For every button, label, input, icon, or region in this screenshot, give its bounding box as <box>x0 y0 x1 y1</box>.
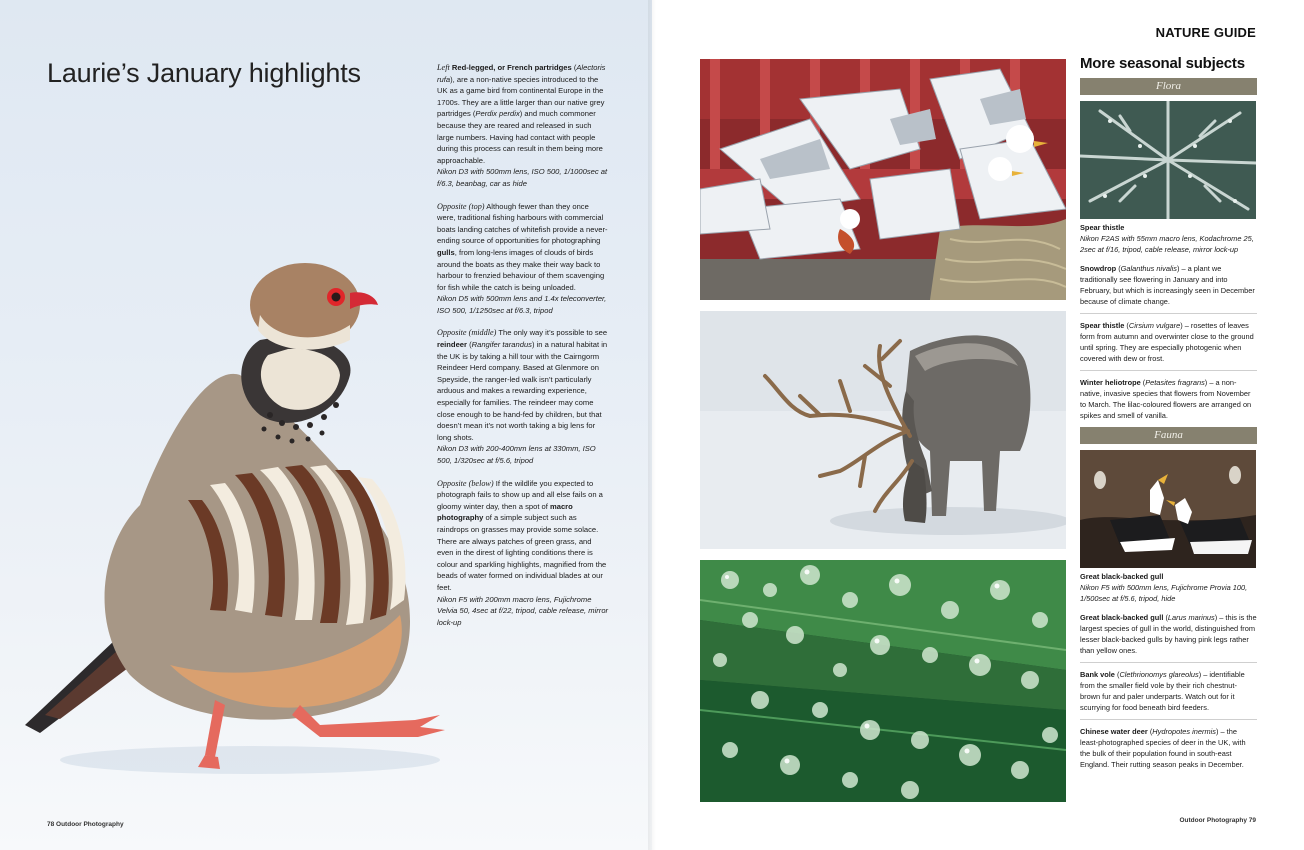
caption-below: Opposite (below) If the wildlife you expected to photograph fails to show up and all else fails on a gloomy winter day, then a spot of macro photography of a simple subject such as raindrops on grasses may provide some solace. There are always patches of green grass, and even in the direst of lighting conditions there is colour and sparkling highlights, magnified from the beads of water formed on individual blades at our feet. Nikon F5 with 200mm macro lens, Fujichrome Velvia 50, 4sec at f/22, tripod, cable release, mirror lock-up <box>437 478 609 627</box>
fauna-entry: Chinese water deer (Hydropotes inermis) – the least-photographed species of deer in the UK, with the bulk of their population found in south-east England. Their rutting season peaks in December. <box>1080 719 1257 776</box>
section-tag: NATURE GUIDE <box>1155 25 1256 40</box>
fauna-bar: Fauna <box>1080 427 1257 444</box>
raindrops-photo <box>700 560 1066 802</box>
flora-entry: Winter heliotrope (Petasites fragrans) – a non-native, invasive species that flowers from November to March. The lilac-coloured flowers are arranged on spikes and smell of vanilla. <box>1080 370 1257 427</box>
partridge-photo <box>20 245 460 785</box>
caption-top: Opposite (top) Although fewer than they once were, traditional fishing harbours with commercial boats landing catches of whitefish provide a never-ending source of opportunities for photographing gulls, from long-lens images of clouds of birds around the boats as they make their way back to harbour to frenzied behaviour of them scavenging for fish while the catch is being unloaded. Nikon D5 with 500mm lens and 1.4x teleconverter, ISO 500, 1/1250sec at f/6.3, tripod <box>437 201 608 315</box>
camera-details: Nikon D3 with 200-400mm lens at 330mm, ISO 500, 1/320sec at f/5.6, tripod <box>437 444 596 465</box>
great-black-backed-gull-photo <box>1080 450 1256 568</box>
seasonal-subjects-sidebar <box>1080 55 1257 776</box>
sidebar-title: More seasonal subjects <box>1080 55 1245 72</box>
camera-details: Nikon D3 with 500mm lens, ISO 500, 1/1000sec at f/6.3, beanbag, car as hide <box>437 167 608 188</box>
right-page <box>656 0 1304 850</box>
fauna-entry: Great black-backed gull (Larus marinus) – this is the largest species of gull in the world, distinguished from lesser black-backed gulls by having pink legs rather than yellow ones. <box>1080 613 1257 655</box>
camera-details: Nikon D5 with 500mm lens and 1.4x teleconverter, ISO 500, 1/1250sec at f/6.3, tripod <box>437 294 607 315</box>
gulls-photo <box>700 59 1066 300</box>
page-folio-left: 78 Outdoor Photography <box>47 821 124 828</box>
flora-photo-caption: Spear thistle Nikon F2AS with 55mm macro lens, Kodachrome 25, 2sec at f/16, tripod, cable release, mirror lock-up <box>1080 223 1254 254</box>
gutter-shadow <box>648 0 656 850</box>
fauna-photo-caption: Great black-backed gull Nikon F5 with 500mm lens, Fujichrome Provia 100, 1/500sec at f/5.6, tripod, hide <box>1080 572 1248 603</box>
caption-middle: Opposite (middle) The only way it’s possible to see reindeer (Rangifer tarandus) in a natural habitat in the UK is by taking a hill tour with the Cairngorm Reindeer Herd company. Based at Glenmore on Speyside, the ranger-led walk isn’t particularly arduous and makes a rewarding experience, especially for families. The reindeer may come close enough to be hand-fed by children, but that doesn’t mean it’s not worth taking a big lens for long shots. Nikon D3 with 200-400mm lens at 330mm, ISO 500, 1/320sec at f/5.6, tripod <box>437 328 608 465</box>
page-headline: Laurie’s January highlights <box>47 58 361 88</box>
spear-thistle-photo <box>1080 101 1256 219</box>
flora-entry: Snowdrop (Galanthus nivalis) – a plant we traditionally see flowering in January and into February, but which is increasingly seen in December because of climate change. <box>1080 264 1255 306</box>
caption-column <box>437 62 609 639</box>
flora-entry: Spear thistle (Cirsium vulgare) – rosettes of leaves form from autumn and overwinter close to the ground until spring. They are especially photogenic when covered with dew or frost. <box>1080 313 1257 370</box>
fauna-entry: Bank vole (Clethrionomys glareolus) – identifiable from the smaller field vole by their rich chestnut-brown fur and paler underparts. Watch out for it scurrying for food beneath bird feeders. <box>1080 662 1257 719</box>
caption-left: Left Red-legged, or French partridges (Alectoris rufa), are a non-native species introduced to the UK as a game bird from continental Europe in the 1700s. They are a little larger than our native grey partridges (Perdix perdix) and much commoner because they are reared and released in such large numbers. Having had contact with people during this process can result in them being more approachable. Nikon D3 with 500mm lens, ISO 500, 1/1000sec at f/6.3, beanbag, car as hide <box>437 63 608 188</box>
page-folio-right: Outdoor Photography 79 <box>1179 817 1256 824</box>
camera-details: Nikon F5 with 200mm macro lens, Fujichrome Velvia 50, 4sec at f/22, tripod, cable release, mirror lock-up <box>437 594 609 627</box>
flora-bar: Flora <box>1080 78 1257 95</box>
reindeer-photo <box>700 311 1066 549</box>
